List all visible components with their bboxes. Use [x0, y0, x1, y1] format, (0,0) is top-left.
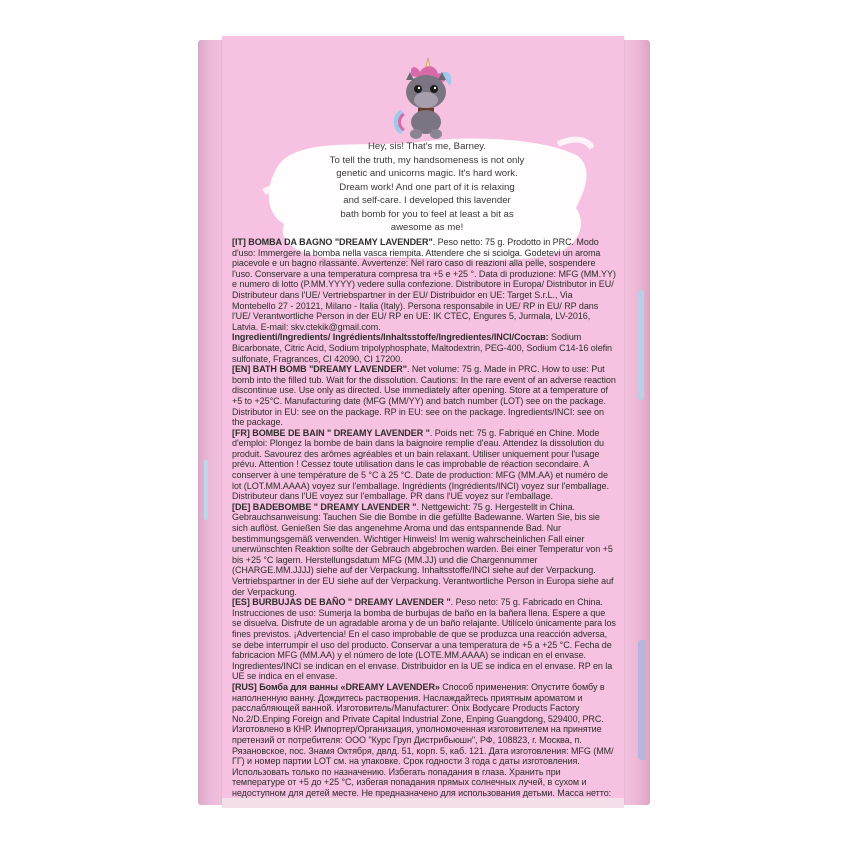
side-stripe	[204, 460, 208, 520]
section-heading: [EN] BATH BOMB "DREAMY LAVENDER"	[232, 364, 407, 375]
legal-text-block	[232, 237, 616, 809]
story-line: and self-care. I developed this lavender	[343, 195, 511, 206]
mascot-story-text	[282, 140, 572, 235]
side-tab-upper	[638, 290, 644, 400]
legal-section-it	[232, 237, 616, 332]
section-text: . Peso netto: 75 g. Prodotto in PRC. Modo d'uso: Immergere la bomba nella vasca riempita. Attendere che si sciolga. Godetevi un aroma piacevole e un bagno rilassante. Avvertenze: Nel raro caso di reazioni alla pelle, sospendere l'uso. Conservare a una temperatura compresa tra +5 e +25 °. Data di produzione: MFG (MM.YY) e numero di lotto (P.MM.YYYY) vedere sulla confezione. Distributore in Europa/ Distributor in EU/ Distributeur dans l'UE/ Vertriebspartner in der EU/ Distribuidor en UE: Target S.r.L., Via Montebello 27 - 20121, Milano - Italia (Italy). Persona responsabile in UE/ RP in EU/ RP dans l'UE/ Verantwortliche Person in der EU/ RP en UE: IK CTEC, Engures 5, Jurmala, LV-2016, Latvia. E-mail: skv.ctekik@gmail.com.	[232, 237, 616, 332]
legal-section-ingredients	[232, 332, 616, 364]
box-back-panel	[222, 36, 624, 806]
section-heading: [ES] BURBUJAS DE BAÑO " DREAMY LAVENDER "	[232, 597, 451, 608]
side-tab-lower	[638, 640, 646, 760]
story-line: To tell the truth, my handsomeness is not only	[329, 154, 525, 166]
section-text: . Poids net: 75 g. Fabriqué en Chine. Mode d'emploi: Plongez la bombe de bain dans la baignoire remplie d'eau. Attendez la dissolution du produit. Savourez des arômes agréables et un bain relaxant. Utiliser uniquement pour l'usage prévu. Attention ! Cessez toute utilisation dans le cas improbable de réaction secondaire. A conserver à une température de 5 °C à 25 °C. Date de production: MFG (MM.AA) et numéro de lot (LOT.MM.AAAA) voyez sur l'emballage. Ingrédients (Ingrédients/INCI) voyez sur l'emballage. Distributeur dans l'UE voyez sur l'emballage. PR dans l'UE voyez sur l'emballage.	[232, 427, 609, 502]
section-text: . Nettgewicht: 75 g. Hergestellt in China. Gebrauchsanweisung: Tauchen Sie die Bombe in die gefüllte Badewanne. Warten Sie, bis sie sich auflöst. Genießen Sie das angenehme Aroma und das entspannende Bad. Nur bestimmungsgemäß verwenden. Wichtiger Hinweis! Im wenig wahrscheinlichen Fall einer unerwünschten Reaktion sollte der Gebrauch abgebrochen warden. Bei einer Temperatur von +5 bis +25 °C lagern. Herstellungsdatum MFG (MM.JJ) und die Chargennummer (CHARGE.MM.JJJJ) siehe auf der Verpackung. Inhaltsstoffe/INCI siehe auf der Verpackung. Vertriebspartner in der EU siehe auf der Verpackung. Verantwortliche Person in Europa siehe auf der Verpackung.	[232, 501, 614, 597]
section-text: Способ применения: Опустите бомбу в наполненную ванну. Дождитесь растворения. Наслаждайтесь приятным ароматом и расслабляющей ванной. Изготовитель/Manufacturer: Onix Bodycare Products Factory No.2/D.Enping Foreign and Private Capital Industrial Zone, Enping Guangdong, 529400, PRC. Изготовлено в КНР. Импортер/Организация, уполномоченная изготовителем на принятие претензий от потребителя: ООО "Курс Груп Дистрибьюшн", РФ, 108823, г. Москва, п. Рязановское, пос. Знамя Октября, двлд. 51, корп. 5, каб. 121. Дата изготовления: MFG (ММ/ГГ) и номер партии LOT см. на упаковке. Срок годности 3 года с даты изготовления. Использовать только по назначению. Избегать попадания в глаза. Хранить при температуре от +5 до +25 °С, избегая попадания прямых солнечных лучей, в сухом и недоступном для детей месте. Не предназначено для использования детьми. Масса нетто:	[232, 681, 614, 798]
story-line: Dream work! And one part of it is relaxing	[339, 181, 515, 193]
unicorn-mascot-icon	[390, 56, 460, 142]
section-text: . Net volume: 75 g. Made in PRC. How to use: Put bomb into the filled tub. Wait for the dissolution. Cautions: In the rare event of an adverse reaction discontinue use. Use only as directed. Use immediately after opening. Store at a temperature of +5 to +25°C. Manufacturing date (MFG (MM/YY) and batch number (LOT) see on the package. Distributor in EU: see on the package. RP in EU: see on the package. Ingredients/INCI: see on the package.	[232, 364, 616, 428]
section-heading: [DE] BADEBOMBE " DREAMY LAVENDER "	[232, 501, 417, 512]
legal-section-es	[232, 597, 616, 682]
section-text: . Peso neto: 75 g. Fabricado en China. Instrucciones de uso: Sumerja la bomba de burbujas de baño en la bañera llena. Espere a que se disuelva. Disfrute de un agradable aroma y de un baño relajante. Utilícelo únicamente para los fines previstos. ¡Advertencia! En el caso improbable de que se produzca una reacción adversa, se debe interrumpir el uso del producto. Conservar a una temperatura de +5 a +25 °C. Fecha de fabricacion MFG (MM.AA) y el número de lote (LOTE.MM.AAAA) se indican en el envase. Ingredientes/INCI se indican en el envase. Distribuidor en la UE se indica en el envase. RP en la UE se indica en el envase.	[232, 597, 616, 682]
legal-section-de	[232, 502, 616, 597]
section-heading: [RUS] Бомба для ванны «DREAMY LAVENDER»	[232, 681, 440, 692]
story-line: Hey, sis! That's me, Barney.	[367, 141, 487, 152]
box-right-side	[620, 40, 650, 805]
legal-section-en	[232, 364, 616, 428]
section-text: Sodium Bicarbonate, Citric Acid, Sodium tripolyphosphate, Maltodextrin, PEG-400, Sodium C14-16 olefin sulfonate, Fragrances, CI 42090, CI 17200.	[232, 332, 612, 364]
section-heading: [IT] BOMBA DA BAGNO "DREAMY LAVENDER"	[232, 237, 433, 247]
story-line: genetic and unicorns magic. It's hard work.	[336, 168, 518, 179]
story-line: awesome as me!	[390, 222, 464, 233]
section-heading: Ingredienti/Ingredients/ Ingrédients/Inhaltsstoffe/Ingredientes/INCI/Состав:	[232, 332, 549, 343]
section-heading: [FR] BOMBE DE BAIN " DREAMY LAVENDER "	[232, 427, 430, 438]
box-bottom-edge	[222, 798, 624, 808]
story-line: bath bomb for you to feel at least a bit as	[340, 208, 514, 220]
legal-section-rus	[232, 682, 616, 809]
legal-section-fr	[232, 428, 616, 502]
box-left-side	[198, 40, 224, 805]
